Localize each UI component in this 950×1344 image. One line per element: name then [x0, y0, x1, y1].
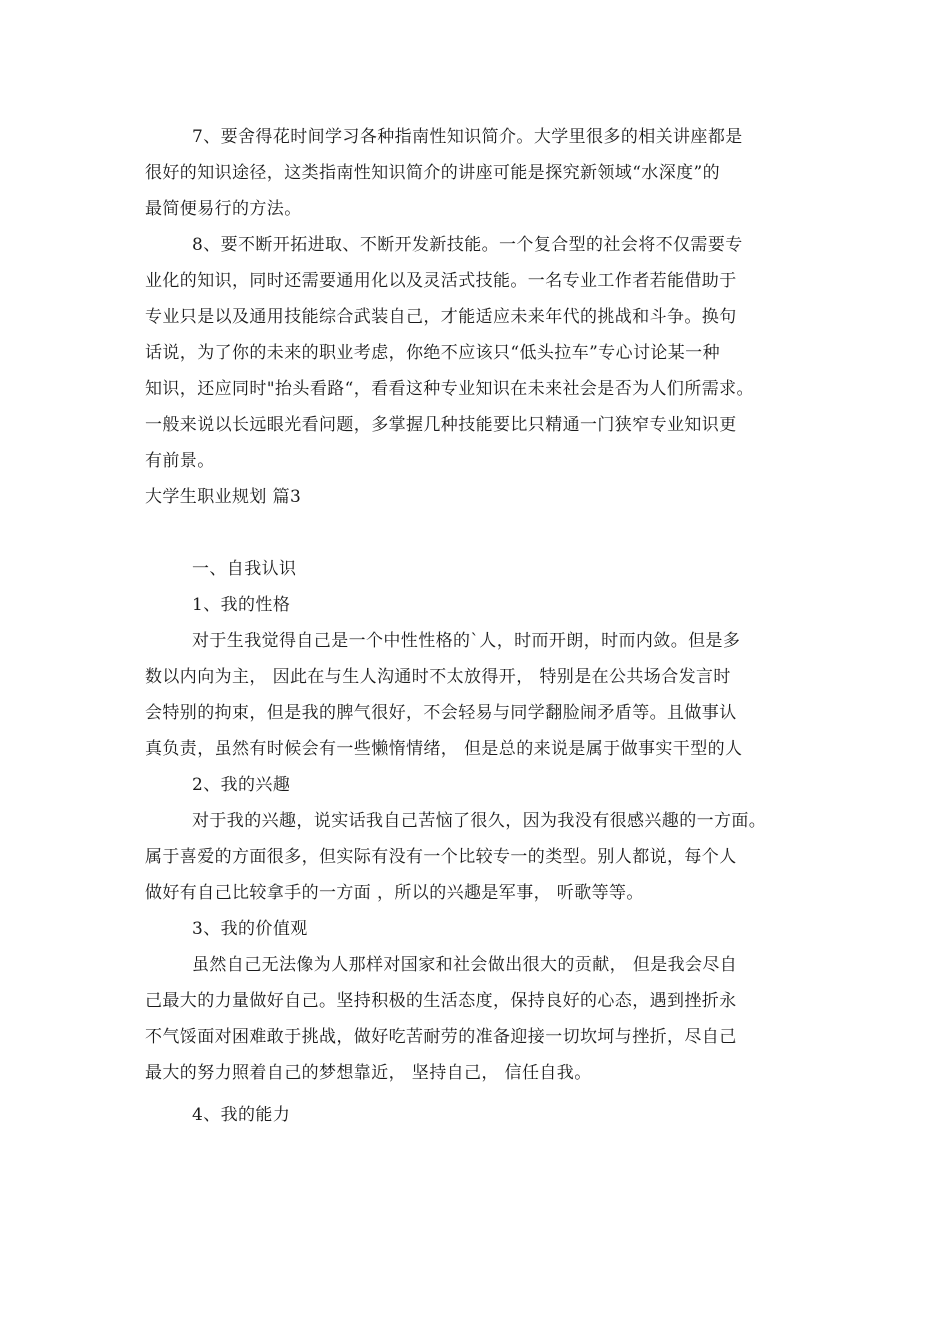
paragraph-8-line-3: 专业只是以及通用技能综合武装自己，才能适应未来年代的挑战和斗争。换句 [145, 307, 737, 327]
interests-line-3: 做好有自己比较拿手的一方面 ，所以的兴趣是军事， 听歌等等。 [145, 883, 644, 903]
values-line-4: 最大的努力照着自己的梦想靠近， 坚持自己， 信任自我。 [145, 1063, 592, 1083]
heading-interests: 2、我的兴趣 [192, 775, 291, 795]
paragraph-8-line-4: 话说，为了你的未来的职业考虑，你绝不应该只“低头拉车”专心讨论某一种 [145, 343, 720, 363]
paragraph-7-line-1: 7、要舍得花时间学习各种指南性知识简介。大学里很多的相关讲座都是 [192, 127, 743, 147]
values-line-2: 己最大的力量做好自己。坚持积极的生活态度，保持良好的心态，遇到挫折永 [145, 991, 737, 1011]
section-heading: 大学生职业规划 篇3 [145, 487, 302, 507]
paragraph-8-line-1: 8、要不断开拓进取、不断开发新技能。一个复合型的社会将不仅需要专 [192, 235, 743, 255]
personality-line-4: 真负责，虽然有时候会有一些懒惰情绪， 但是总的来说是属于做事实干型的人 [145, 739, 743, 759]
paragraph-7-line-2: 很好的知识途径，这类指南性知识简介的讲座可能是探究新领域“水深度”的 [145, 163, 720, 183]
interests-line-2: 属于喜爱的方面很多，但实际有没有一个比较专一的类型。别人都说，每个人 [145, 847, 737, 867]
heading-self-awareness: 一、自我认识 [192, 559, 297, 579]
values-line-3: 不气馁面对困难敢于挑战，做好吃苦耐劳的准备迎接一切坎坷与挫折，尽自己 [145, 1027, 737, 1047]
heading-personality: 1、我的性格 [192, 595, 291, 615]
heading-abilities: 4、我的能力 [192, 1105, 291, 1125]
paragraph-8-line-7: 有前景。 [145, 451, 215, 471]
paragraph-8-line-6: 一般来说以长远眼光看问题，多掌握几种技能要比只精通一门狭窄专业知识更 [145, 415, 737, 435]
paragraph-7-line-3: 最简便易行的方法。 [145, 199, 302, 219]
values-line-1: 虽然自己无法像为人那样对国家和社会做出很大的贡献， 但是我会尽自 [192, 955, 738, 975]
paragraph-8-line-5: 知识，还应同时"抬头看路“，看看这种专业知识在未来社会是否为人们所需求。 [145, 379, 754, 399]
paragraph-8-line-2: 业化的知识，同时还需要通用化以及灵活式技能。一名专业工作者若能借助于 [145, 271, 737, 291]
heading-values: 3、我的价值观 [192, 919, 308, 939]
personality-line-1: 对于生我觉得自己是一个中性性格的`人，时而开朗，时而内敛。但是多 [192, 631, 741, 651]
personality-line-3: 会特别的拘束，但是我的脾气很好，不会轻易与同学翻脸闹矛盾等。且做事认 [145, 703, 737, 723]
interests-line-1: 对于我的兴趣，说实话我自己苦恼了很久，因为我没有很感兴趣的一方面。 [192, 811, 767, 831]
personality-line-2: 数以内向为主， 因此在与生人沟通时不太放得开， 特别是在公共场合发言时 [145, 667, 731, 687]
